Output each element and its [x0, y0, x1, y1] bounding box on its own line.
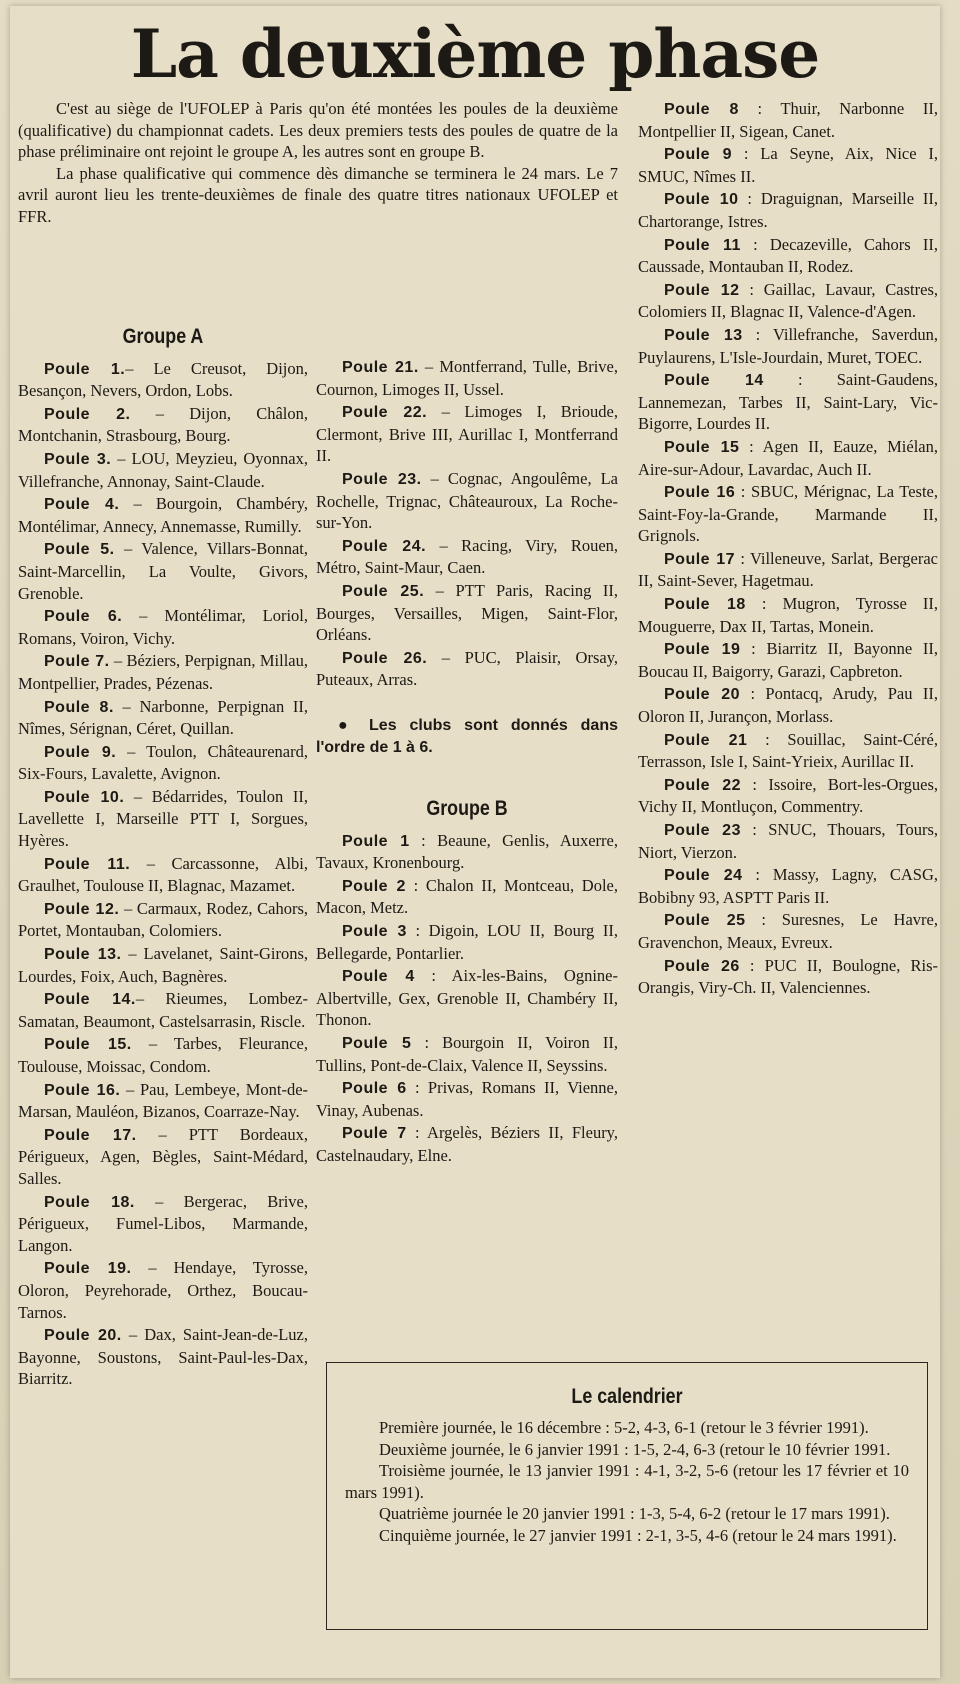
poule-entry — [316, 468, 618, 534]
poule-separator: : — [740, 820, 769, 839]
poule-teams: Argelès, Béziers II, Fleury, Castelnaudary, Elne. — [316, 1123, 618, 1165]
poule-separator: : — [406, 1123, 428, 1143]
poule-label: Poule 13 — [664, 326, 743, 344]
intro-text — [18, 98, 618, 228]
poule-entry — [18, 1124, 308, 1190]
poule-entry — [638, 234, 938, 278]
poule-teams: Saint-Gaudens, Lannemezan, Tarbes II, Saint-Lary, Vic-Bigorre, Lourdes II. — [638, 370, 938, 434]
poule-label: Poule 6. — [44, 608, 123, 626]
poule-teams: Bourgoin II, Voiron II, Tullins, Pont-de-Claix, Valence II, Seyssins. — [316, 1033, 618, 1075]
poule-entry — [638, 98, 938, 142]
poule-entry — [18, 853, 308, 897]
poule-label: Poule 5. — [44, 541, 115, 559]
poule-label: Poule 9. — [44, 743, 117, 761]
poule-entry — [638, 143, 938, 187]
poule-separator: : — [745, 594, 783, 614]
calendrier-box — [326, 1362, 928, 1630]
poule-entry — [18, 448, 308, 492]
poule-separator: – — [120, 1079, 140, 1099]
poule-separator: – — [135, 989, 166, 1009]
poule-teams: Draguignan, Marseille II, Chartorange, Istres. — [638, 189, 938, 231]
poule-teams: Carcassonne, Albi, Graulhet, Toulouse II, Blagnac, Mazamet. — [18, 853, 308, 896]
poule-label: Poule 1. — [44, 360, 126, 378]
poule-entry — [18, 1191, 308, 1257]
poule-label: Poule 20. — [44, 1327, 122, 1345]
poule-teams: Villeneuve, Sarlat, Bergerac II, Saint-Sever, Hagetmau. — [638, 548, 938, 591]
poule-label: Poule 13. — [44, 946, 122, 964]
newspaper-clipping — [10, 6, 940, 1678]
poule-label: Poule 18. — [44, 1193, 135, 1211]
poule-entry — [18, 538, 308, 604]
poule-separator: : — [411, 1033, 443, 1053]
calendrier-item: Troisième journée, le 13 janvier 1991 : 4-1, 3-2, 5-6 (retour les 17 février et 10 mars 1991). — [345, 1461, 909, 1502]
poule-teams: PUC II, Boulogne, Ris-Orangis, Viry-Ch. II, Valenciennes. — [638, 955, 938, 998]
poule-separator: : — [414, 966, 452, 986]
poule-entry — [638, 955, 938, 999]
poule-label: Poule 4 — [342, 968, 415, 986]
groupe-a-list-1 — [18, 358, 308, 1390]
poule-teams: Tarbes, Fleurance, Toulouse, Moissac, Condom. — [18, 1034, 308, 1076]
poule-label: Poule 5 — [342, 1035, 412, 1053]
poule-label: Poule 26 — [664, 957, 740, 975]
poule-label: Poule 11. — [44, 855, 131, 873]
poule-teams: Dijon, Châlon, Montchanin, Strasbourg, Bourg. — [18, 403, 309, 446]
poule-label: Poule 7 — [342, 1125, 407, 1143]
poule-separator: : — [742, 324, 773, 344]
intro-paragraph: La phase qualificative qui commence dès dimanche se terminera le 24 mars. Le 7 avril auront lieu les trente-deuxièmes de finale des quatre titres nationaux UFOLEP et FFR. — [18, 163, 618, 226]
poule-label: Poule 9 — [664, 146, 733, 164]
poule-entry — [18, 358, 308, 402]
poule-teams: Digoin, LOU II, Bourg II, Bellegarde, Pontarlier. — [316, 921, 618, 963]
poule-teams: La Seyne, Aix, Nice I, SMUC, Nîmes II. — [638, 144, 938, 186]
poule-teams: Massy, Lagny, CASG, Bobibny 93, ASPTT Paris II. — [638, 865, 938, 907]
poule-entry — [18, 1324, 308, 1390]
poule-entry — [638, 638, 938, 682]
poule-label: Poule 8 — [664, 101, 739, 118]
poule-label: Poule 17 — [664, 550, 736, 568]
poule-label: Poule 22 — [664, 776, 742, 794]
groupe-a-title: Groupe A — [122, 325, 204, 348]
poule-separator: – — [131, 1034, 174, 1054]
poule-label: Poule 14 — [664, 372, 764, 390]
poule-entry — [18, 988, 308, 1032]
poule-teams: Toulon, Châteaurenard, Six-Fours, Lavalette, Avignon. — [18, 741, 308, 784]
poule-separator: – — [131, 1258, 174, 1278]
poule-separator: : — [740, 639, 767, 659]
poule-separator: – — [421, 468, 448, 488]
poule-separator: : — [742, 865, 773, 885]
poule-teams: Beaune, Genlis, Auxerre, Tavaux, Kronenbourg. — [316, 830, 618, 873]
poule-teams: Rieumes, Lombez-Samatan, Beaumont, Castelsarrasin, Riscle. — [18, 989, 308, 1031]
poule-separator: : — [738, 189, 761, 209]
poule-teams: Chalon II, Montceau, Dole, Macon, Metz. — [316, 875, 619, 918]
poule-entry — [316, 965, 618, 1031]
calendrier-item: Cinquième journée, le 27 janvier 1991 : 2-1, 3-5, 4-6 (retour le 24 mars 1991). — [379, 1525, 897, 1545]
poule-label: Poule 18 — [664, 596, 746, 614]
poule-teams: Le Creusot, Dijon, Besançon, Nevers, Ordon, Lobs. — [18, 358, 308, 401]
poule-label: Poule 1 — [342, 832, 410, 850]
calendrier-item: Quatrième journée le 20 janvier 1991 : 1-3, 5-4, 6-2 (retour le 17 mars 1991). — [379, 1504, 890, 1524]
intro-paragraph: C'est au siège de l'UFOLEP à Paris qu'on été montées les poules de la deuxième (qualificative) du championnat cadets. Les deux premiers tests des poules de quatre de la phase préliminaire ont rejoint le groupe A, les autres sont en groupe B. — [18, 99, 618, 162]
poule-separator: : — [409, 830, 438, 850]
poule-entry — [638, 279, 938, 323]
poule-label: Poule 16 — [664, 484, 736, 502]
poule-separator: : — [732, 144, 761, 164]
poule-entry — [316, 1032, 618, 1076]
poule-entry — [18, 493, 308, 537]
poule-teams: Bédarrides, Toulon II, Lavellette I, Marseille PTT I, Sorgues, Hyères. — [18, 786, 308, 851]
poule-entry — [18, 696, 308, 740]
poule-teams: Agen II, Eauze, Miélan, Aire-sur-Adour, Lavardac, Auch II. — [638, 436, 938, 479]
poule-entry — [18, 786, 308, 852]
poule-label: Poule 6 — [342, 1080, 407, 1098]
poule-label: Poule 4. — [44, 496, 120, 514]
poule-teams: Pau, Lembeye, Mont-de-Marsan, Mauléon, Bizanos, Coarraze-Nay. — [18, 1079, 309, 1122]
poule-teams: Pontacq, Arudy, Pau II, Oloron II, Jurançon, Morlass. — [638, 684, 938, 727]
poule-separator: – — [109, 651, 127, 671]
poule-entry — [638, 436, 938, 480]
calendrier-title: Le calendrier — [571, 1385, 683, 1408]
poule-label: Poule 20 — [664, 686, 741, 704]
poule-separator: – — [121, 1325, 145, 1345]
poule-separator: – — [111, 448, 132, 468]
poule-teams: Montélimar, Loriol, Romans, Voiron, Vichy. — [18, 606, 308, 648]
poule-teams: Villefranche, Saverdun, Puylaurens, L'Isle-Jourdain, Muret, TOEC. — [638, 324, 938, 367]
poule-separator: – — [427, 647, 465, 667]
groupe-b-list-2 — [638, 98, 938, 999]
poule-separator: : — [405, 875, 426, 895]
poule-separator: – — [130, 403, 190, 423]
order-note: ● Les clubs sont donnés dans l'ordre de 1 à 6. — [316, 716, 618, 756]
poule-separator: – — [124, 786, 152, 806]
poule-label: Poule 2. — [44, 405, 131, 423]
poule-separator: – — [114, 539, 142, 559]
poule-teams: LOU, Meyzieu, Oyonnax, Villefranche, Annonay, Saint-Claude. — [18, 448, 308, 491]
poule-teams: Narbonne, Perpignan II, Nîmes, Sérignan, Céret, Quillan. — [18, 696, 308, 739]
poule-label: Poule 15 — [664, 438, 740, 456]
poule-entry — [18, 1257, 308, 1323]
poule-separator: – — [130, 853, 172, 873]
poule-separator: – — [119, 898, 137, 918]
poule-entry — [638, 548, 938, 592]
poule-entry — [638, 774, 938, 818]
poule-entry — [638, 324, 938, 368]
poule-teams: Gaillac, Lavaur, Castres, Colomiers II, Blagnac II, Valence-d'Agen. — [638, 279, 938, 322]
poule-entry — [316, 356, 618, 400]
poule-label: Poule 14. — [44, 991, 136, 1009]
poule-label: Poule 10 — [664, 191, 739, 209]
poule-entry — [638, 819, 938, 863]
poule-teams: Issoire, Bort-les-Orgues, Vichy II, Montluçon, Commentry. — [638, 774, 938, 817]
poule-entry — [18, 605, 308, 649]
poule-entry — [638, 369, 938, 435]
poule-entry — [638, 864, 938, 908]
poule-teams: Privas, Romans II, Vienne, Vinay, Aubenas. — [316, 1078, 618, 1120]
poule-label: Poule 19. — [44, 1260, 132, 1278]
poule-teams: Cognac, Angoulême, La Rochelle, Trignac, Châteauroux, La Roche-sur-Yon. — [316, 468, 618, 533]
poule-separator: : — [740, 234, 770, 254]
poule-entry — [316, 647, 618, 691]
poule-teams: PTT Paris, Racing II, Bourges, Versailles, Migen, Saint-Flor, Orléans. — [316, 580, 619, 645]
poule-entry — [638, 481, 938, 547]
poule-label: Poule 12. — [44, 900, 120, 918]
poule-entry — [638, 683, 938, 727]
poule-entry — [316, 1077, 618, 1121]
poule-separator: : — [739, 436, 763, 456]
poule-separator: : — [735, 548, 750, 568]
poule-label: Poule 19 — [664, 641, 741, 659]
poule-entry — [638, 909, 938, 953]
poule-separator: – — [116, 741, 147, 761]
poule-entry — [316, 580, 618, 646]
poule-label: Poule 26. — [342, 649, 428, 667]
poule-teams: Limoges I, Brioude, Clermont, Brive III, Aurillac I, Montferrand II. — [316, 402, 619, 466]
groupe-b-column-2 — [638, 98, 938, 1000]
poule-label: Poule 12 — [664, 281, 740, 299]
poule-label: Poule 3. — [44, 450, 112, 468]
poule-label: Poule 11 — [664, 236, 741, 254]
poule-separator: : — [738, 99, 781, 118]
headline: La deuxième phase — [130, 15, 820, 93]
poule-entry — [638, 188, 938, 232]
poule-entry — [18, 1079, 308, 1123]
poule-separator: – — [113, 696, 140, 716]
poule-label: Poule 25. — [342, 582, 425, 600]
poule-entry — [18, 741, 308, 785]
poule-label: Poule 23. — [342, 470, 422, 488]
poule-label: Poule 23 — [664, 822, 741, 839]
poule-label: Poule 15. — [44, 1036, 132, 1054]
poule-teams: Decazeville, Cahors II, Caussade, Montauban II, Rodez. — [638, 234, 938, 277]
poule-separator: : — [406, 921, 429, 941]
groupe-a-list-2 — [316, 356, 618, 691]
poule-teams: Aix-les-Bains, Ognine-Albertville, Gex, Grenoble II, Chambéry II, Thonon. — [316, 966, 618, 1030]
poule-label: Poule 7. — [44, 653, 110, 671]
poule-separator: : — [739, 279, 764, 299]
poule-label: Poule 21 — [664, 731, 748, 749]
poule-entry — [316, 875, 618, 919]
poule-label: Poule 3 — [342, 923, 407, 941]
poule-separator: : — [740, 684, 766, 704]
poule-separator: – — [122, 606, 165, 626]
poule-label: Poule 8. — [44, 698, 114, 716]
calendrier-list — [327, 1417, 927, 1547]
poule-label: Poule 24 — [664, 867, 743, 885]
poule-separator: : — [745, 910, 782, 930]
poule-teams: SNUC, Thouars, Tours, Niort, Vierzon. — [638, 820, 938, 862]
poule-separator: – — [136, 1124, 189, 1144]
poule-entry — [316, 535, 618, 579]
poule-teams: Lavelanet, Saint-Girons, Lourdes, Foix, Auch, Bagnères. — [18, 944, 308, 986]
poule-label: Poule 10. — [44, 788, 125, 806]
poule-separator: – — [427, 402, 465, 422]
poule-label: Poule 16. — [44, 1081, 121, 1099]
poule-teams: PTT Bordeaux, Périgueux, Agen, Bègles, Saint-Médard, Salles. — [18, 1124, 308, 1188]
groupe-b-list-1 — [316, 830, 618, 1167]
poule-teams: Souillac, Saint-Céré, Terrasson, Isle I, Saint-Yrieix, Aurillac II. — [638, 729, 938, 772]
poule-teams: Béziers, Perpignan, Millau, Montpellier, Prades, Pézenas. — [18, 651, 308, 693]
poule-entry — [316, 830, 618, 874]
poule-separator: : — [739, 955, 765, 975]
poule-label: Poule 24. — [342, 537, 427, 555]
calendrier-item: Première journée, le 16 décembre : 5-2, 4-3, 6-1 (retour le 3 février 1991). — [379, 1418, 869, 1437]
poule-separator: – — [125, 358, 154, 378]
poule-separator: – — [121, 944, 144, 964]
groupe-a-column-2 — [316, 356, 618, 1168]
poule-teams: Carmaux, Rodez, Cahors, Portet, Montauban, Colomiers. — [18, 898, 308, 941]
poule-teams: Mugron, Tyrosse II, Mouguerre, Dax II, Tartas, Monein. — [638, 594, 938, 636]
groupe-a-column-1 — [18, 326, 308, 1391]
poule-teams: Hendaye, Tyrosse, Oloron, Peyrehorade, Orthez, Boucau-Tarnos. — [18, 1258, 308, 1322]
poule-label: Poule 22. — [342, 404, 428, 422]
poule-entry — [18, 650, 308, 694]
poule-separator: – — [119, 494, 156, 514]
poule-separator: – — [134, 1191, 184, 1211]
poule-teams: PUC, Plaisir, Orsay, Puteaux, Arras. — [316, 647, 618, 690]
poule-teams: Thuir, Narbonne II, Montpellier II, Sigean, Canet. — [638, 99, 938, 141]
poule-entry — [18, 898, 308, 942]
poule-teams: Racing, Viry, Rouen, Métro, Saint-Maur, Caen. — [316, 535, 619, 578]
poule-separator: – — [418, 357, 440, 376]
poule-entry — [638, 593, 938, 637]
poule-separator: : — [763, 370, 837, 390]
poule-label: Poule 2 — [342, 877, 406, 895]
poule-separator: : — [735, 482, 751, 502]
poule-entry — [638, 729, 938, 773]
poule-label: Poule 21. — [342, 359, 419, 376]
poule-separator: : — [747, 729, 788, 749]
poule-teams: Bergerac, Brive, Périgueux, Fumel-Libos, Marmande, Langon. — [18, 1191, 308, 1255]
poule-label: Poule 25 — [664, 912, 746, 930]
poule-teams: Valence, Villars-Bonnat, Saint-Marcellin, La Voulte, Givors, Grenoble. — [18, 539, 308, 603]
poule-teams: Suresnes, Le Havre, Gravenchon, Meaux, Evreux. — [638, 910, 938, 952]
poule-teams: Bourgoin, Chambéry, Montélimar, Annecy, Annemasse, Rumilly. — [18, 494, 308, 536]
groupe-b-title: Groupe B — [426, 797, 508, 821]
poule-separator: : — [741, 774, 769, 794]
poule-entry — [316, 920, 618, 964]
poule-separator: – — [424, 580, 456, 600]
poule-entry — [18, 943, 308, 987]
poule-separator: – — [426, 535, 462, 555]
poule-teams: Dax, Saint-Jean-de-Luz, Bayonne, Soustons, Saint-Paul-les-Dax, Biarritz. — [18, 1325, 308, 1389]
poule-teams: SBUC, Mérignac, La Teste, Saint-Foy-la-Grande, Marmande II, Grignols. — [638, 482, 938, 546]
poule-entry — [18, 1033, 308, 1077]
poule-teams: Montferrand, Tulle, Brive, Cournon, Limoges II, Ussel. — [316, 357, 619, 399]
poule-teams: Biarritz II, Bayonne II, Boucau II, Baigorry, Garazi, Capbreton. — [638, 639, 938, 681]
calendrier-item: Deuxième journée, le 6 janvier 1991 : 1-5, 2-4, 6-3 (retour le 10 février 1991. — [379, 1439, 891, 1459]
poule-entry — [18, 403, 308, 447]
poule-label: Poule 17. — [44, 1126, 137, 1144]
poule-entry — [316, 1122, 618, 1166]
poule-separator: : — [406, 1078, 428, 1098]
poule-entry — [316, 401, 618, 467]
